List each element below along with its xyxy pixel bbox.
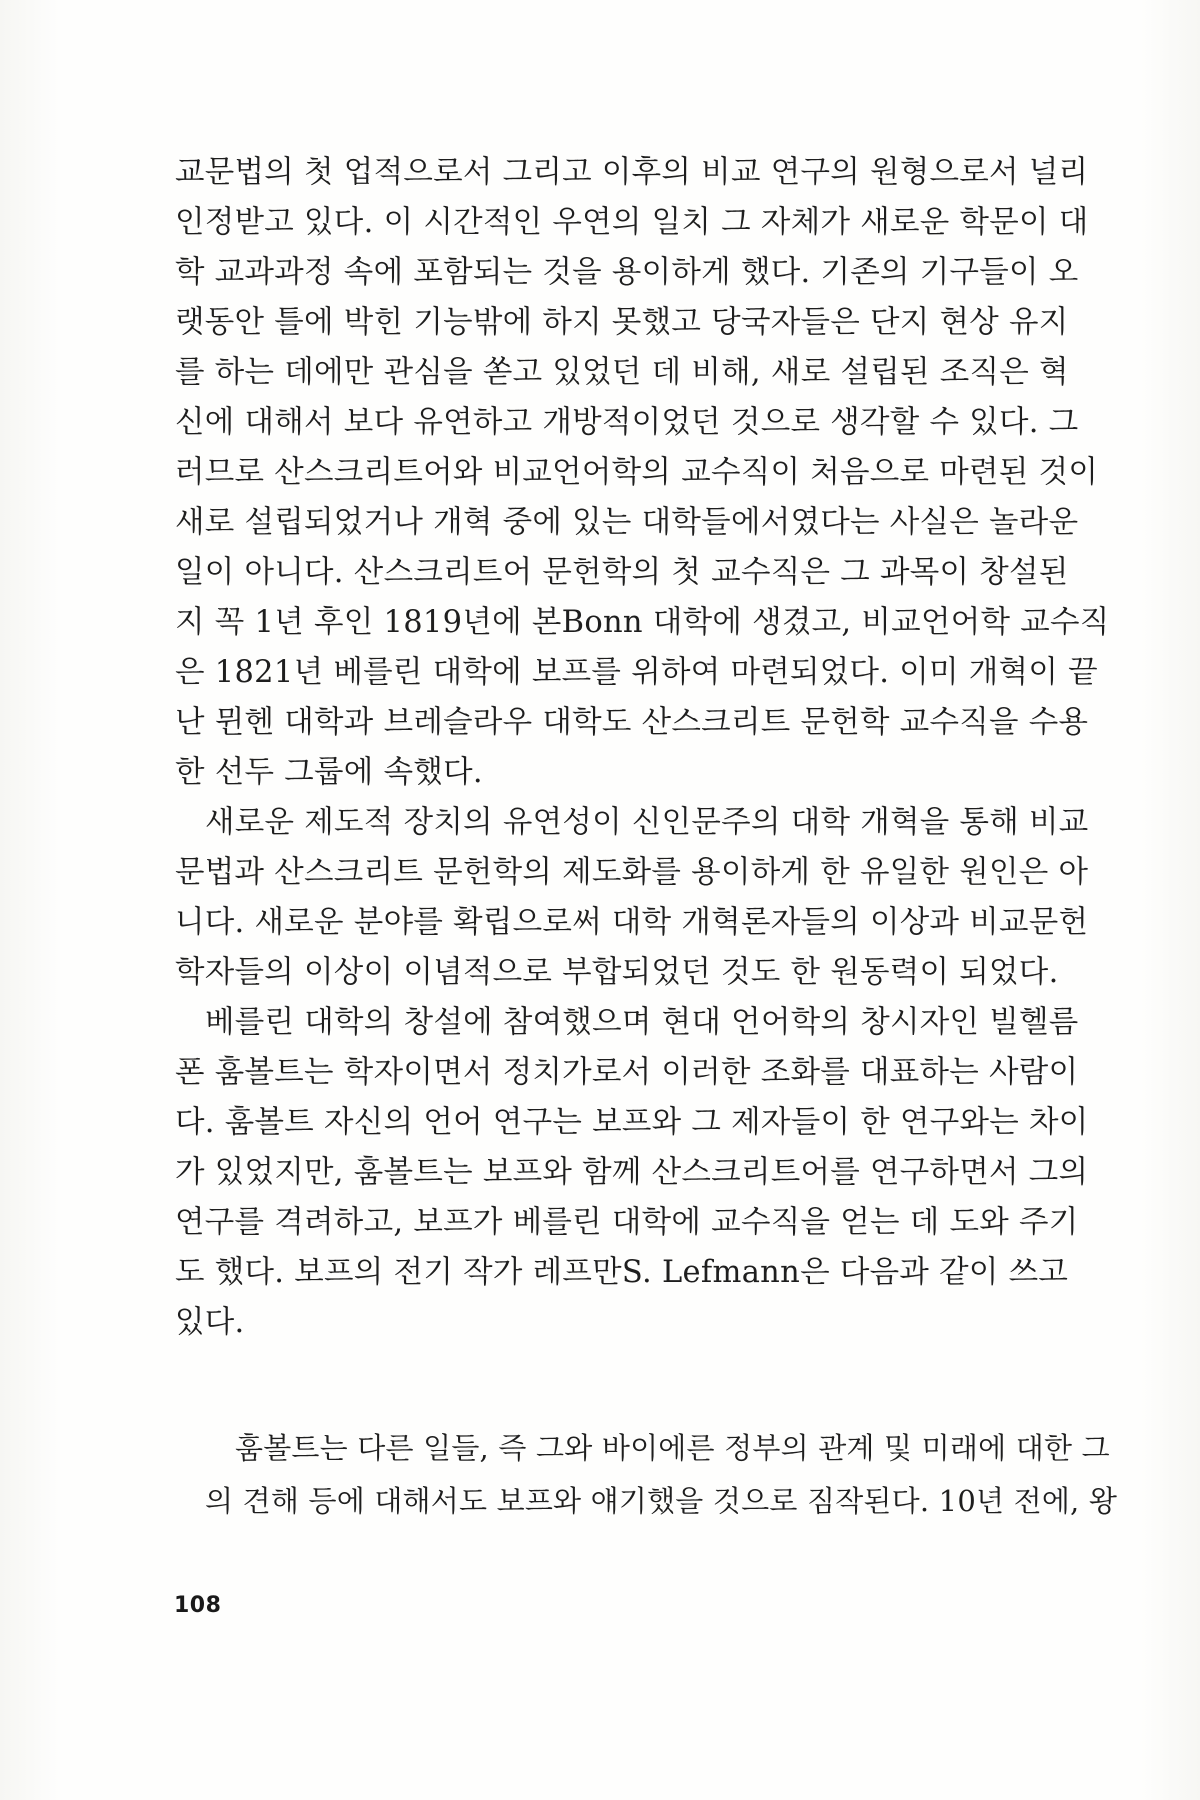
text-line: 새로운 제도적 장치의 유연성이 신인문주의 대학 개혁을 통해 비교 <box>205 805 1089 840</box>
text-line: 은 1821년 베를린 대학에 보프를 위하여 마련되었다. 이미 개혁이 끝 <box>175 655 1098 690</box>
text-line: 폰 훔볼트는 학자이면서 정치가로서 이러한 조화를 대표하는 사람이 <box>175 1055 1079 1090</box>
text-line: 연구를 격려하고, 보프가 베를린 대학에 교수직을 얻는 데 도와 주기 <box>175 1205 1079 1240</box>
text-line: 를 하는 데에만 관심을 쏟고 있었던 데 비해, 새로 설립된 조직은 혁 <box>175 355 1069 390</box>
paragraph-2 <box>175 798 1089 998</box>
paragraph-1 <box>175 148 1110 798</box>
text-line: 학 교과과정 속에 포함되는 것을 용이하게 했다. 기존의 기구들이 오 <box>175 255 1079 290</box>
text-line: 다. 훔볼트 자신의 언어 연구는 보프와 그 제자들이 한 연구와는 차이 <box>175 1105 1089 1140</box>
text-line: 새로 설립되었거나 개혁 중에 있는 대학들에서였다는 사실은 놀라운 <box>175 505 1079 540</box>
page-number: 108 <box>174 1593 222 1618</box>
text-line: 랫동안 틀에 박힌 기능밖에 하지 못했고 당국자들은 단지 현상 유지 <box>175 305 1069 340</box>
text-line: 니다. 새로운 분야를 확립으로써 대학 개혁론자들의 이상과 비교문헌 <box>175 905 1089 940</box>
text-line: 교문법의 첫 업적으로서 그리고 이후의 비교 연구의 원형으로서 널리 <box>175 155 1089 190</box>
text-line: 러므로 산스크리트어와 비교언어학의 교수직이 처음으로 마련된 것이 <box>175 455 1099 490</box>
text-line: 난 뮌헨 대학과 브레슬라우 대학도 산스크리트 문헌학 교수직을 수용 <box>175 705 1089 740</box>
block-quote <box>205 1422 1118 1528</box>
text-line: 학자들의 이상이 이념적으로 부합되었던 것도 한 원동력이 되었다. <box>175 955 1059 990</box>
quote-line: 훔볼트는 다른 일들, 즉 그와 바이에른 정부의 관계 및 미래에 대한 그 <box>235 1431 1110 1465</box>
text-line: 있다. <box>175 1305 245 1340</box>
text-line: 베를린 대학의 창설에 참여했으며 현대 언어학의 창시자인 빌헬름 <box>205 1005 1079 1040</box>
text-line: 문법과 산스크리트 문헌학의 제도화를 용이하게 한 유일한 원인은 아 <box>175 855 1089 890</box>
text-line: 도 했다. 보프의 전기 작가 레프만S. Lefmann은 다음과 같이 쓰고 <box>175 1255 1069 1290</box>
quote-line: 의 견해 등에 대해서도 보프와 얘기했을 것으로 짐작된다. 10년 전에, 왕 <box>205 1484 1118 1518</box>
body-text <box>175 148 1110 1348</box>
text-line: 한 선두 그룹에 속했다. <box>175 755 483 790</box>
text-line: 지 꼭 1년 후인 1819년에 본Bonn 대학에 생겼고, 비교언어학 교수직 <box>175 605 1110 640</box>
text-line: 일이 아니다. 산스크리트어 문헌학의 첫 교수직은 그 과목이 창설된 <box>175 555 1069 590</box>
text-line: 가 있었지만, 훔볼트는 보프와 함께 산스크리트어를 연구하면서 그의 <box>175 1155 1089 1190</box>
text-line: 신에 대해서 보다 유연하고 개방적이었던 것으로 생각할 수 있다. 그 <box>175 405 1079 440</box>
text-line: 인정받고 있다. 이 시간적인 우연의 일치 그 자체가 새로운 학문이 대 <box>175 205 1089 240</box>
paragraph-3 <box>175 998 1089 1348</box>
